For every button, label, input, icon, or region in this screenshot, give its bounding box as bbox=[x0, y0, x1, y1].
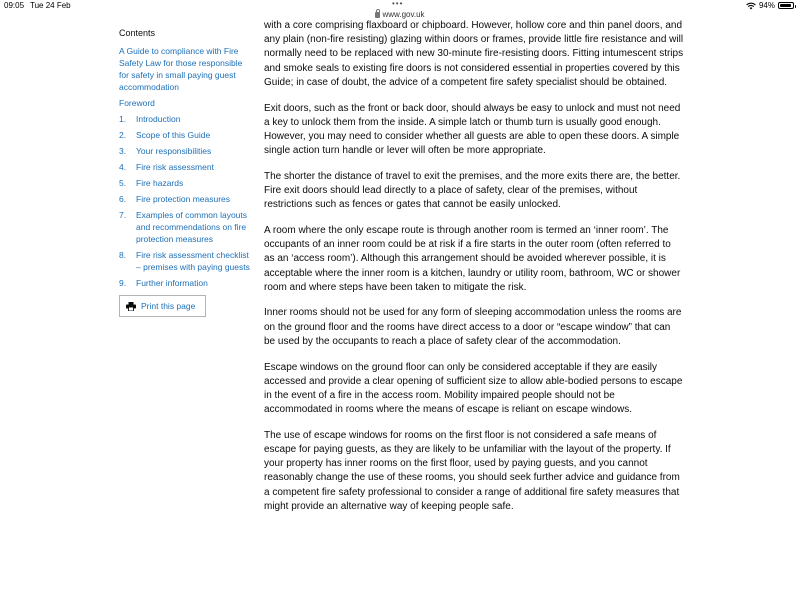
toc-item-protection-measures bbox=[119, 193, 251, 205]
print-page-button[interactable] bbox=[119, 295, 206, 317]
toc-list bbox=[119, 113, 251, 289]
toc-number: 3. bbox=[119, 146, 127, 156]
paragraph-inner-room: A room where the only escape route is through another room is termed an ‘inner room’. The occupants of an inner room could be at risk if a fire starts in the outer room (often referred to as an ‘access room’). Although this arrangement should be avoided wherever possible, it is acceptable where the inner room is a kitchen, laundry or utility room, bathroom, WC or shower room and where steps have been taken to mitigate the risk. bbox=[264, 224, 681, 293]
battery-percent: 94% bbox=[758, 1, 775, 10]
toc-number: 9. bbox=[119, 278, 127, 288]
toc-number: 2. bbox=[119, 130, 127, 140]
toc-link-risk-assessment[interactable]: Fire risk assessment bbox=[136, 162, 214, 172]
toc-number: 4. bbox=[119, 162, 127, 172]
main-content bbox=[264, 19, 684, 526]
toc-item-fire-hazards bbox=[119, 177, 251, 189]
toc-item-introduction bbox=[119, 113, 251, 125]
contents-sidebar bbox=[119, 28, 251, 317]
print-page-label: Print this page bbox=[141, 301, 196, 311]
toc-item-further-information bbox=[119, 277, 251, 289]
printer-icon bbox=[126, 302, 136, 311]
paragraph-travel-distance: The shorter the distance of travel to exit the premises, and the more exits there are, the better. Fire exit doors should lead directly to a place of safety, clear of the premises, without restrictions such as fences or gates that cannot be easily unlocked. bbox=[264, 170, 681, 211]
paragraph-inner-room-sleeping: Inner rooms should not be used for any form of sleeping accommodation unless the rooms are on the ground floor and the rooms have direct access to a door or “escape window” that can be used by the occupants to reach a place of safety clear of the accommodation. bbox=[264, 307, 682, 347]
toc-item-checklist bbox=[119, 249, 251, 273]
status-time: 09:05 bbox=[4, 1, 25, 10]
toc-item-scope bbox=[119, 129, 251, 141]
toc-link-responsibilities[interactable]: Your responsibilities bbox=[136, 146, 212, 156]
guide-title-link[interactable]: A Guide to compliance with Fire Safety Law for those responsible for safety in small paying guest accommodation bbox=[119, 46, 243, 92]
wifi-icon bbox=[746, 2, 756, 10]
status-date: Tue 24 Feb bbox=[30, 1, 71, 10]
battery-icon bbox=[778, 2, 794, 9]
paragraph-exit-doors: Exit doors, such as the front or back door, should always be easy to unlock and must not need a key to unlock them from the inside. A simple latch or thumb turn is usually good enough. However, you may need to consider whether all guests are able to open these doors. A simple single action turn handle or lever will often be more appropriate. bbox=[264, 102, 681, 157]
toc-number: 7. bbox=[119, 210, 127, 220]
toc-number: 6. bbox=[119, 194, 127, 204]
paragraph-escape-windows-ground: Escape windows on the ground floor can only be considered acceptable if they are easily accessed and provide a clear opening of sufficient size to allow able-bodied persons to escape in the event of a fire in the access room. Mobility impaired people should not be accommodated in rooms where the means of escape is reliant on escape windows. bbox=[264, 361, 683, 416]
battery-level bbox=[780, 4, 791, 7]
toc-number: 5. bbox=[119, 178, 127, 188]
url-text: www.gov.uk bbox=[382, 10, 425, 19]
toc-link-protection-measures[interactable]: Fire protection measures bbox=[136, 194, 231, 204]
toc-link-scope[interactable]: Scope of this Guide bbox=[136, 130, 211, 140]
paragraph-fire-doors: with a core comprising flaxboard or chipboard. However, hollow core and thin panel doors, and any plain (non-fire resisting) glazing within doors or frames, provide little fire resistance and will normally need to be replaced with new 30-minute fire-resisting doors. Fitting intumescent strips and smoke seals to existing fire doors is not considered essential in properties covered by this Guide; in case of doubt, the advice of a competent fire safety specialist should be obtained. bbox=[264, 20, 684, 88]
contents-heading: Contents bbox=[119, 28, 156, 38]
status-right bbox=[746, 1, 794, 10]
toc-number: 8. bbox=[119, 250, 127, 260]
paragraph-escape-windows-first-floor: The use of escape windows for rooms on the first floor is not considered a safe means of escape for paying guests, as they are likely to be unfamiliar with the layout of the property. If your property has inner rooms on the first floor, used by paying guests, and you cannot reasonably change the use of these rooms, you should seek further advice and guidance from a competent fire safety professional to consider a range of additional fire safety measures that might provide an alternative way of keeping people safe. bbox=[264, 429, 680, 512]
toc-item-responsibilities bbox=[119, 145, 251, 157]
toc-number: 1. bbox=[119, 114, 127, 124]
toc-item-risk-assessment bbox=[119, 161, 251, 173]
multitasking-dots-icon[interactable]: ••• bbox=[392, 0, 404, 8]
toc-link-examples[interactable]: Examples of common layouts and recommendations on fire protection measures bbox=[136, 210, 248, 244]
toc-item-examples bbox=[119, 209, 251, 245]
toc-link-introduction[interactable]: Introduction bbox=[136, 114, 181, 124]
toc-link-checklist[interactable]: Fire risk assessment checklist – premises with paying guests bbox=[136, 250, 250, 272]
toc-link-further-information[interactable]: Further information bbox=[136, 278, 208, 288]
toc-link-fire-hazards[interactable]: Fire hazards bbox=[136, 178, 184, 188]
lock-icon bbox=[375, 12, 380, 18]
foreword-link[interactable]: Foreword bbox=[119, 98, 155, 108]
